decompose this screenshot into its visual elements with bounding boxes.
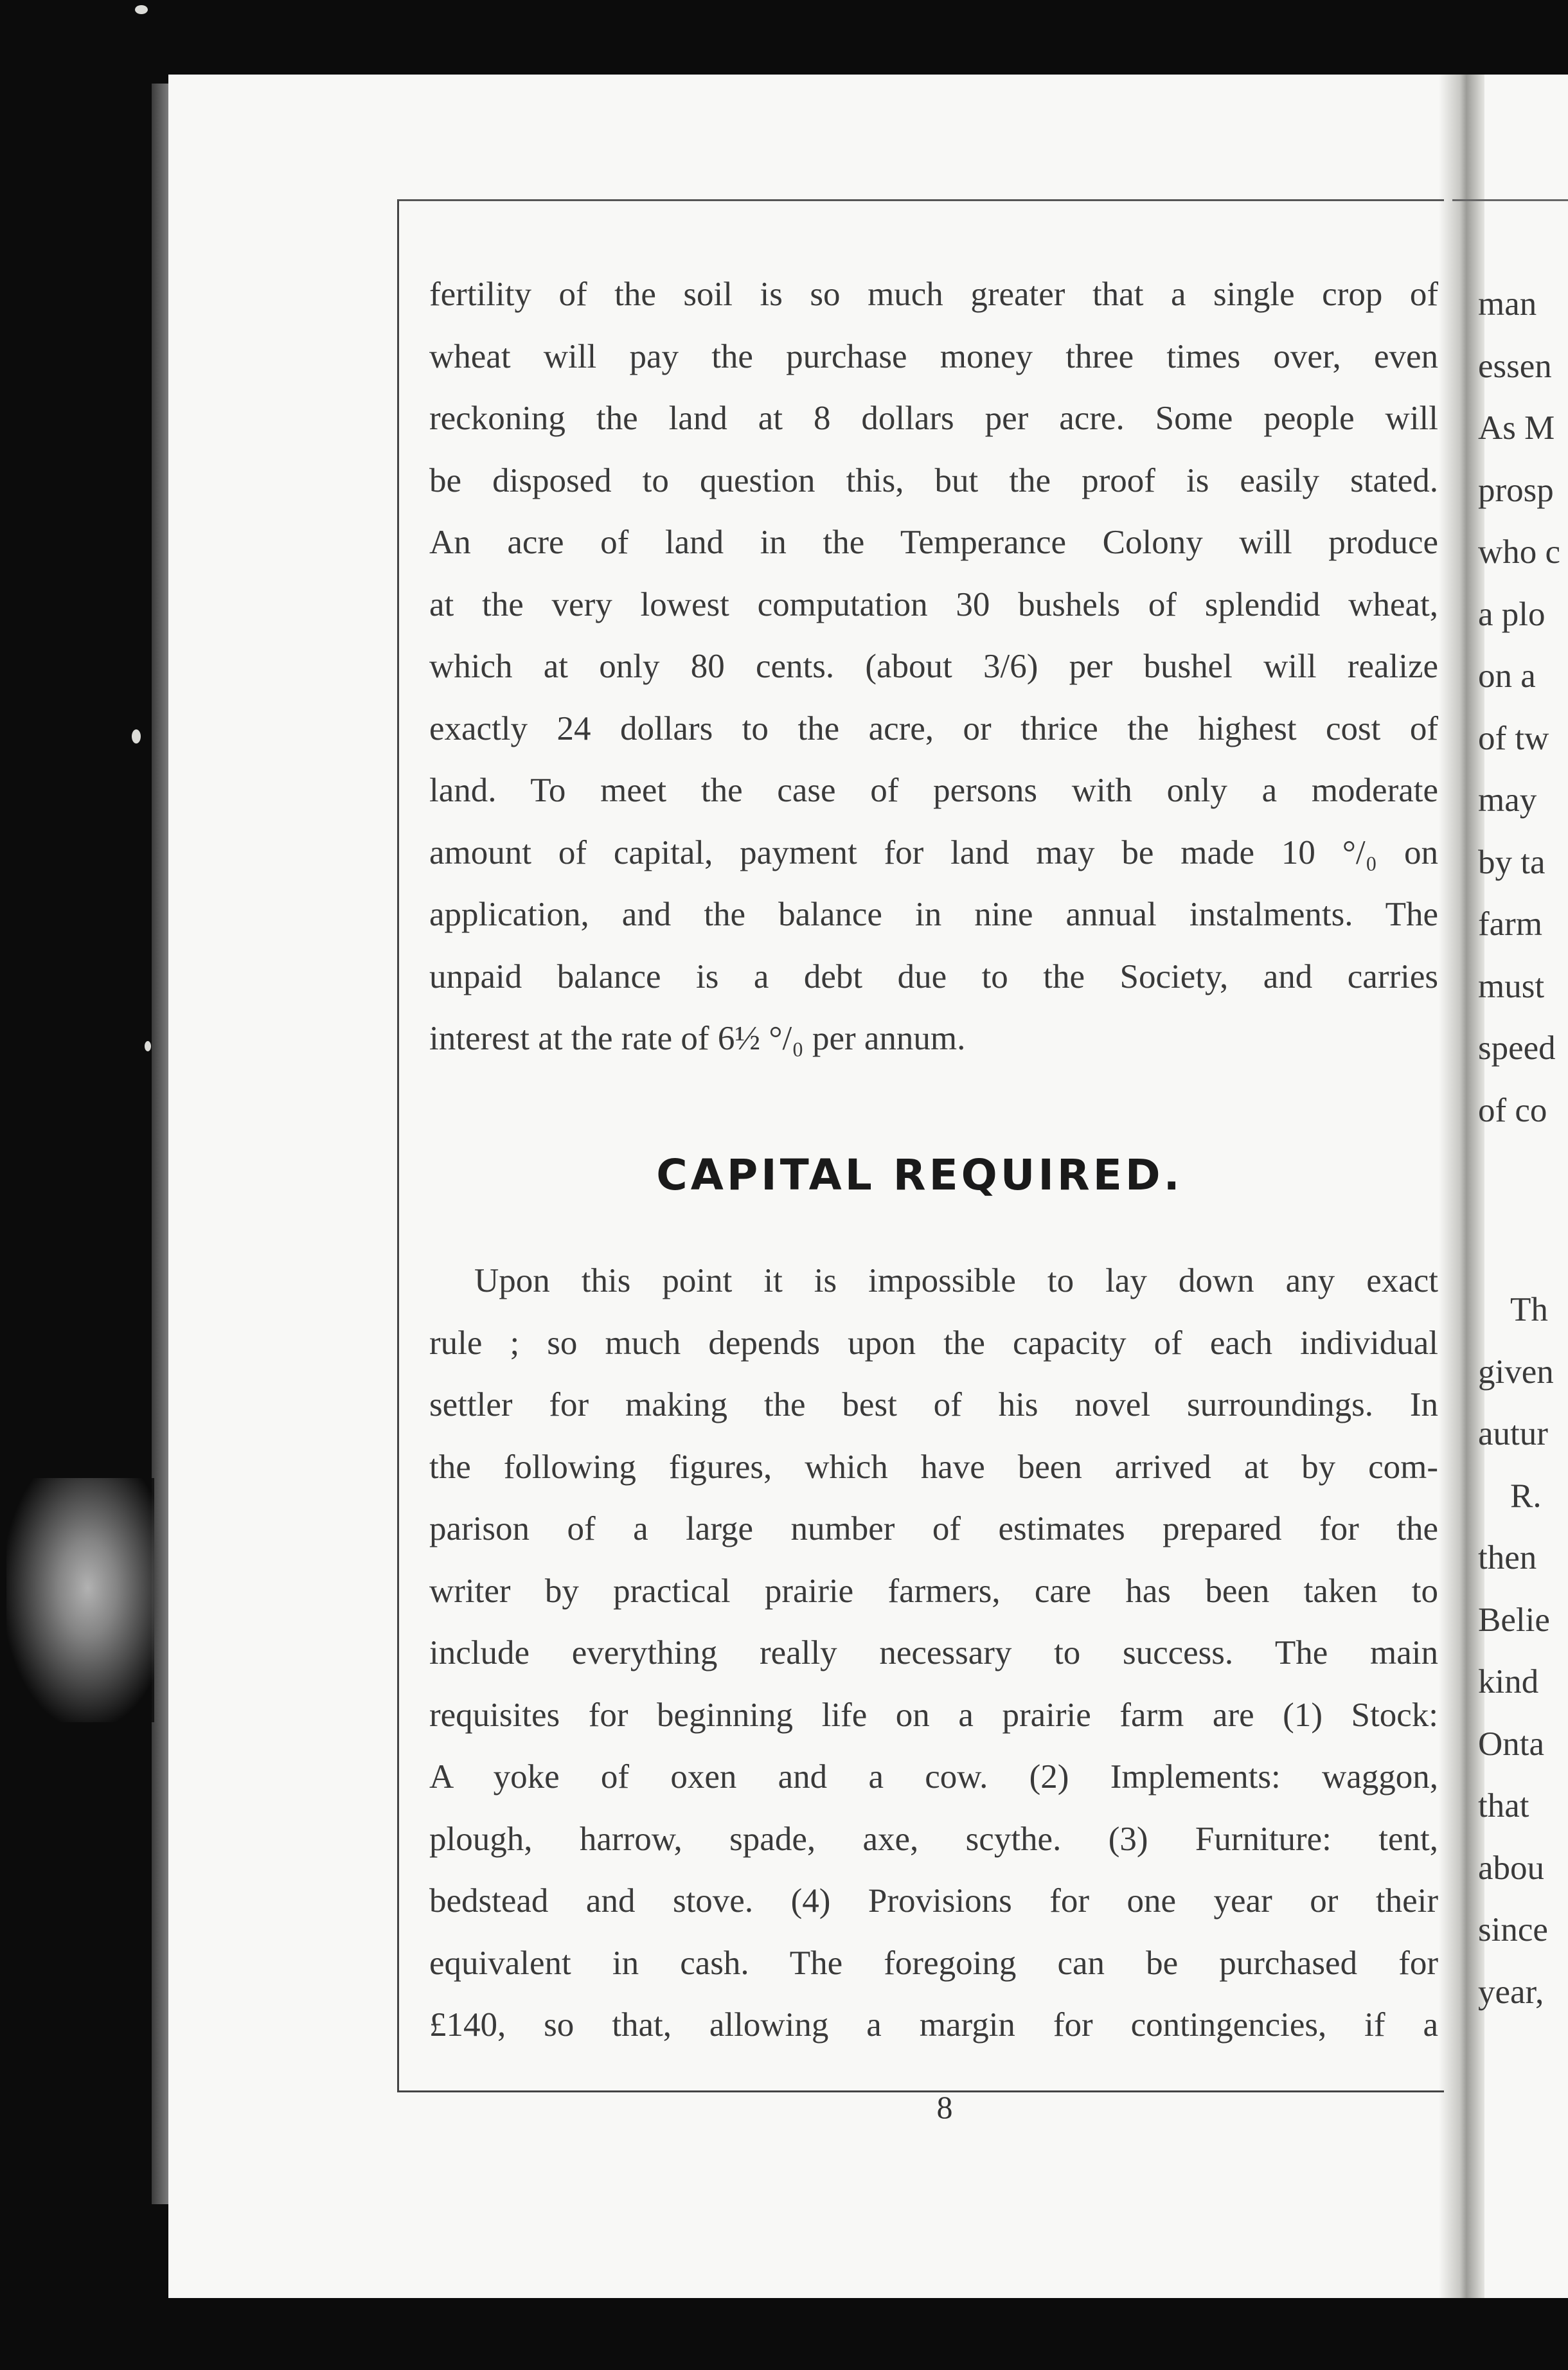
text-line: exactly 24 dollars to the acre, or thrice the highest cost of	[429, 709, 1438, 747]
fragment-line: on a	[1478, 657, 1536, 695]
text-line: equivalent in cash. The foregoing can be purchased for	[429, 1944, 1438, 1982]
fragment-line: farm	[1478, 905, 1543, 943]
facing-page-top-fragments	[1478, 273, 1568, 1141]
fragment-line: R.	[1510, 1477, 1542, 1515]
text-line: A yoke of oxen and a cow. (2) Implements: waggon,	[429, 1758, 1438, 1795]
scan-blot	[6, 1478, 154, 1722]
text-line: be disposed to question this, but the proof is easily stated.	[429, 461, 1438, 499]
fragment-line: speed	[1478, 1029, 1556, 1067]
fragment-line: of co	[1478, 1091, 1547, 1129]
fragment-line: by ta	[1478, 843, 1546, 881]
text-line: Upon this point it is impossible to lay down any exact	[474, 1262, 1438, 1299]
fragment-line: essen	[1478, 347, 1552, 385]
fragment-line: must	[1478, 967, 1545, 1005]
text-line: which at only 80 cents. (about 3/6) per bushel will realize	[429, 648, 1438, 685]
text-line: settler for making the best of his novel surroundings. In	[429, 1386, 1438, 1423]
text-line: include everything really necessary to success. The main	[429, 1634, 1438, 1671]
facing-page-frame	[1452, 199, 1568, 201]
text-line: writer by practical prairie farmers, care has been taken to	[429, 1572, 1438, 1610]
fragment-line: then	[1478, 1539, 1537, 1576]
text-line: wheat will pay the purchase money three times over, even	[429, 337, 1438, 375]
fragment-line: autur	[1478, 1415, 1548, 1452]
fragment-line: year,	[1478, 1973, 1544, 2011]
text-line: £140, so that, allowing a margin for contingencies, if a	[429, 2006, 1438, 2044]
text-line: reckoning the land at 8 dollars per acre. Some people will	[429, 400, 1438, 437]
text-line: plough, harrow, spade, axe, scythe. (3) Furniture: tent,	[429, 1820, 1438, 1858]
fragment-line: since	[1478, 1911, 1548, 1948]
fragment-line: of tw	[1478, 719, 1549, 757]
text-line: unpaid balance is a debt due to the Society, and carries	[429, 958, 1438, 995]
fragment-line: may	[1478, 781, 1537, 819]
fragment-line: who c	[1478, 533, 1561, 571]
fragment-line: Belie	[1478, 1601, 1550, 1639]
text-line: requisites for beginning life on a prairie farm are (1) Stock:	[429, 1696, 1438, 1734]
text-line: interest at the rate of 6½ °/₀ per annum.	[429, 1020, 966, 1057]
text-line: fertility of the soil is so much greater that a single crop of	[429, 276, 1438, 313]
facing-page-bottom-fragments	[1478, 1279, 1568, 2023]
fragment-line: abou	[1478, 1849, 1545, 1887]
fragment-line: given	[1478, 1353, 1554, 1391]
text-line: application, and the balance in nine annual instalments. The	[429, 896, 1438, 933]
fragment-line: kind	[1478, 1663, 1539, 1700]
fragment-line: As M	[1478, 409, 1555, 447]
text-line: land. To meet the case of persons with only a moderate	[429, 772, 1438, 809]
fragment-line: that	[1478, 1787, 1529, 1824]
text-line: amount of capital, payment for land may be made 10 °/₀ on	[429, 833, 1438, 871]
text-line: at the very lowest computation 30 bushels of splendid wheat,	[429, 585, 1438, 623]
text-line: An acre of land in the Temperance Colony will produce	[429, 524, 1438, 561]
scan-speck	[145, 1041, 151, 1051]
text-line: rule ; so much depends upon the capacity of each individual	[429, 1324, 1438, 1362]
text-line: the following figures, which have been arrived at by com-	[429, 1448, 1438, 1486]
fragment-line: a plo	[1478, 595, 1546, 633]
text-line: parison of a large number of estimates prepared for the	[429, 1510, 1438, 1547]
fragment-line: Th	[1510, 1291, 1548, 1328]
page-number: 8	[936, 2089, 953, 2125]
fragment-line: prosp	[1478, 471, 1554, 509]
text-line: bedstead and stove. (4) Provisions for one year or their	[429, 1882, 1438, 1920]
fragment-line: man	[1478, 285, 1537, 323]
paragraph-capital-required	[429, 1250, 1438, 2056]
scan-speck	[132, 729, 141, 744]
fragment-line: Onta	[1478, 1725, 1545, 1763]
section-heading: CAPITAL REQUIRED.	[656, 1150, 1183, 1200]
scan-speck	[135, 5, 148, 14]
paragraph-soil-fertility	[429, 263, 1438, 1070]
